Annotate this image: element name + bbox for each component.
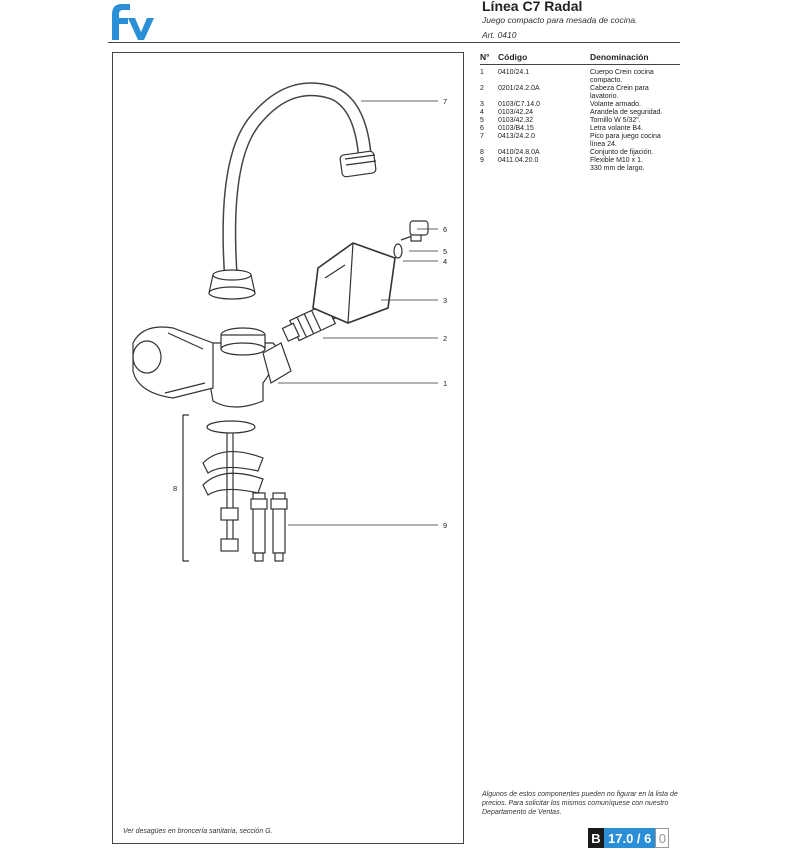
exploded-view-panel bbox=[112, 52, 464, 844]
table-row bbox=[480, 117, 680, 125]
page-subtitle: Juego compacto para mesada de cocina. bbox=[482, 15, 638, 25]
row-code: 0411.04.20.0 bbox=[498, 157, 539, 164]
callout-3: 3 bbox=[443, 296, 448, 305]
row-num: 6 bbox=[480, 125, 484, 132]
page-title: Línea C7 Radal bbox=[482, 0, 583, 14]
header-code: Código bbox=[498, 52, 528, 62]
exploded-view-drawing bbox=[113, 53, 463, 843]
table-row bbox=[480, 101, 680, 109]
parts-table bbox=[480, 52, 680, 173]
row-code: 0103/42.24 bbox=[498, 109, 534, 116]
row-num: 7 bbox=[480, 133, 484, 140]
table-row bbox=[480, 125, 680, 133]
parts-table-header bbox=[480, 52, 680, 65]
row-name: Conjunto de fijación. bbox=[590, 149, 654, 156]
row-name: Cabeza Crein para lavatorio. bbox=[590, 85, 649, 100]
page-number: 17.0 / 6 bbox=[604, 828, 655, 848]
row-num: 5 bbox=[480, 117, 484, 124]
header-rule bbox=[108, 42, 680, 43]
panel-note: Ver desagües en broncería sanitaria, sección G. bbox=[123, 828, 273, 835]
article-number: Art. 0410 bbox=[482, 30, 517, 40]
table-row bbox=[480, 85, 680, 101]
row-code: 0103/42.32 bbox=[498, 117, 534, 124]
callout-7: 7 bbox=[443, 97, 448, 106]
callout-9: 9 bbox=[443, 521, 448, 530]
row-code: 0103/C7.14.0 bbox=[498, 101, 541, 108]
row-code: 0410/24.8.0A bbox=[498, 149, 540, 156]
row-num: 8 bbox=[480, 149, 484, 156]
fv-logo bbox=[108, 0, 154, 42]
callout-2: 2 bbox=[443, 334, 448, 343]
row-name: Pico para juego cocina línea 24. bbox=[590, 133, 661, 148]
row-num: 2 bbox=[480, 85, 484, 92]
page-revision: 0 bbox=[655, 828, 669, 848]
row-code: 0201/24.2.0A bbox=[498, 85, 540, 92]
page-badge bbox=[588, 828, 669, 848]
row-name: Cuerpo Crein cocina compacto. bbox=[590, 69, 654, 84]
row-num: 9 bbox=[480, 157, 484, 164]
callout-1: 1 bbox=[443, 379, 448, 388]
table-row bbox=[480, 157, 680, 173]
page-section: B bbox=[588, 828, 604, 848]
callout-6: 6 bbox=[443, 225, 448, 234]
row-name: Flexible M10 x 1. 330 mm de largo. bbox=[590, 157, 645, 172]
row-name: Arandela de seguridad. bbox=[590, 109, 663, 116]
row-code: 0103/B4.15 bbox=[498, 125, 534, 132]
row-code: 0413/24.2.0 bbox=[498, 133, 535, 140]
table-row bbox=[480, 149, 680, 157]
availability-footnote: Algunos de estos componentes pueden no figurar en la lista de precios. Para solicitar los mismos comuníquese con nuestro Departamento de Ventas. bbox=[482, 791, 678, 816]
row-name: Volante armado. bbox=[590, 101, 641, 108]
table-row bbox=[480, 69, 680, 85]
row-num: 4 bbox=[480, 109, 484, 116]
row-name: Tornillo W 5/32". bbox=[590, 117, 641, 124]
table-row bbox=[480, 109, 680, 117]
header-name: Denominación bbox=[590, 52, 649, 62]
header-num: N° bbox=[480, 52, 490, 62]
callout-4: 4 bbox=[443, 257, 448, 266]
row-name: Letra volante B4. bbox=[590, 125, 643, 132]
row-code: 0410/24.1 bbox=[498, 69, 530, 76]
row-num: 1 bbox=[480, 69, 484, 76]
callout-8: 8 bbox=[173, 484, 178, 493]
callout-5: 5 bbox=[443, 247, 448, 256]
table-row bbox=[480, 133, 680, 149]
row-num: 3 bbox=[480, 101, 484, 108]
